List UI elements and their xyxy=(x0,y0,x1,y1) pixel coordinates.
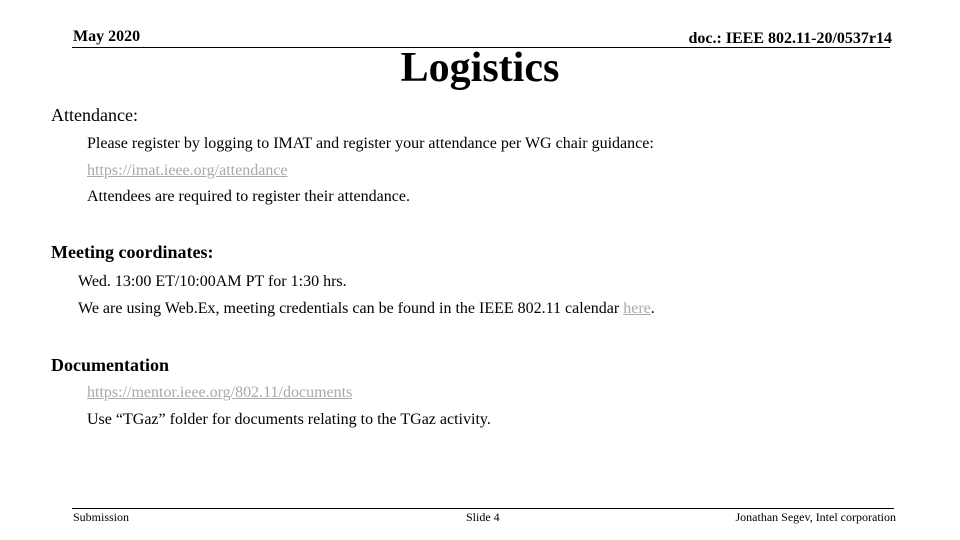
header-date: May 2020 xyxy=(73,28,141,45)
calendar-here-link[interactable]: here xyxy=(623,300,651,317)
meeting-credentials xyxy=(78,300,655,318)
meeting-time: Wed. 13:00 ET/10:00AM PT for 1:30 hrs. xyxy=(78,273,347,290)
footer-divider xyxy=(72,508,894,509)
footer-slide-number: Slide 4 xyxy=(466,510,500,524)
imat-attendance-link[interactable]: https://imat.ieee.org/attendance xyxy=(87,162,288,179)
documentation-heading: Documentation xyxy=(51,355,169,375)
slide-title: Logistics xyxy=(400,45,560,91)
meeting-credentials-period: . xyxy=(650,300,655,317)
attendance-requirement: Attendees are required to register their attendance. xyxy=(87,188,410,205)
footer-submission: Submission xyxy=(73,510,130,524)
mentor-documents-link[interactable]: https://mentor.ieee.org/802.11/documents xyxy=(87,384,353,401)
tgaz-folder-instruction: Use “TGaz” folder for documents relating to the TGaz activity. xyxy=(87,411,491,428)
attendance-heading: Attendance: xyxy=(51,105,138,125)
meeting-heading: Meeting coordinates: xyxy=(51,242,214,262)
footer-author: Jonathan Segev, Intel corporation xyxy=(735,510,896,524)
attendance-instruction: Please register by logging to IMAT and register your attendance per WG chair guidance: xyxy=(87,135,654,152)
header-doc-id: doc.: IEEE 802.11-20/0537r14 xyxy=(688,30,892,47)
meeting-credentials-text: We are using Web.Ex, meeting credentials can be found in the IEEE 802.11 calendar xyxy=(78,300,624,317)
